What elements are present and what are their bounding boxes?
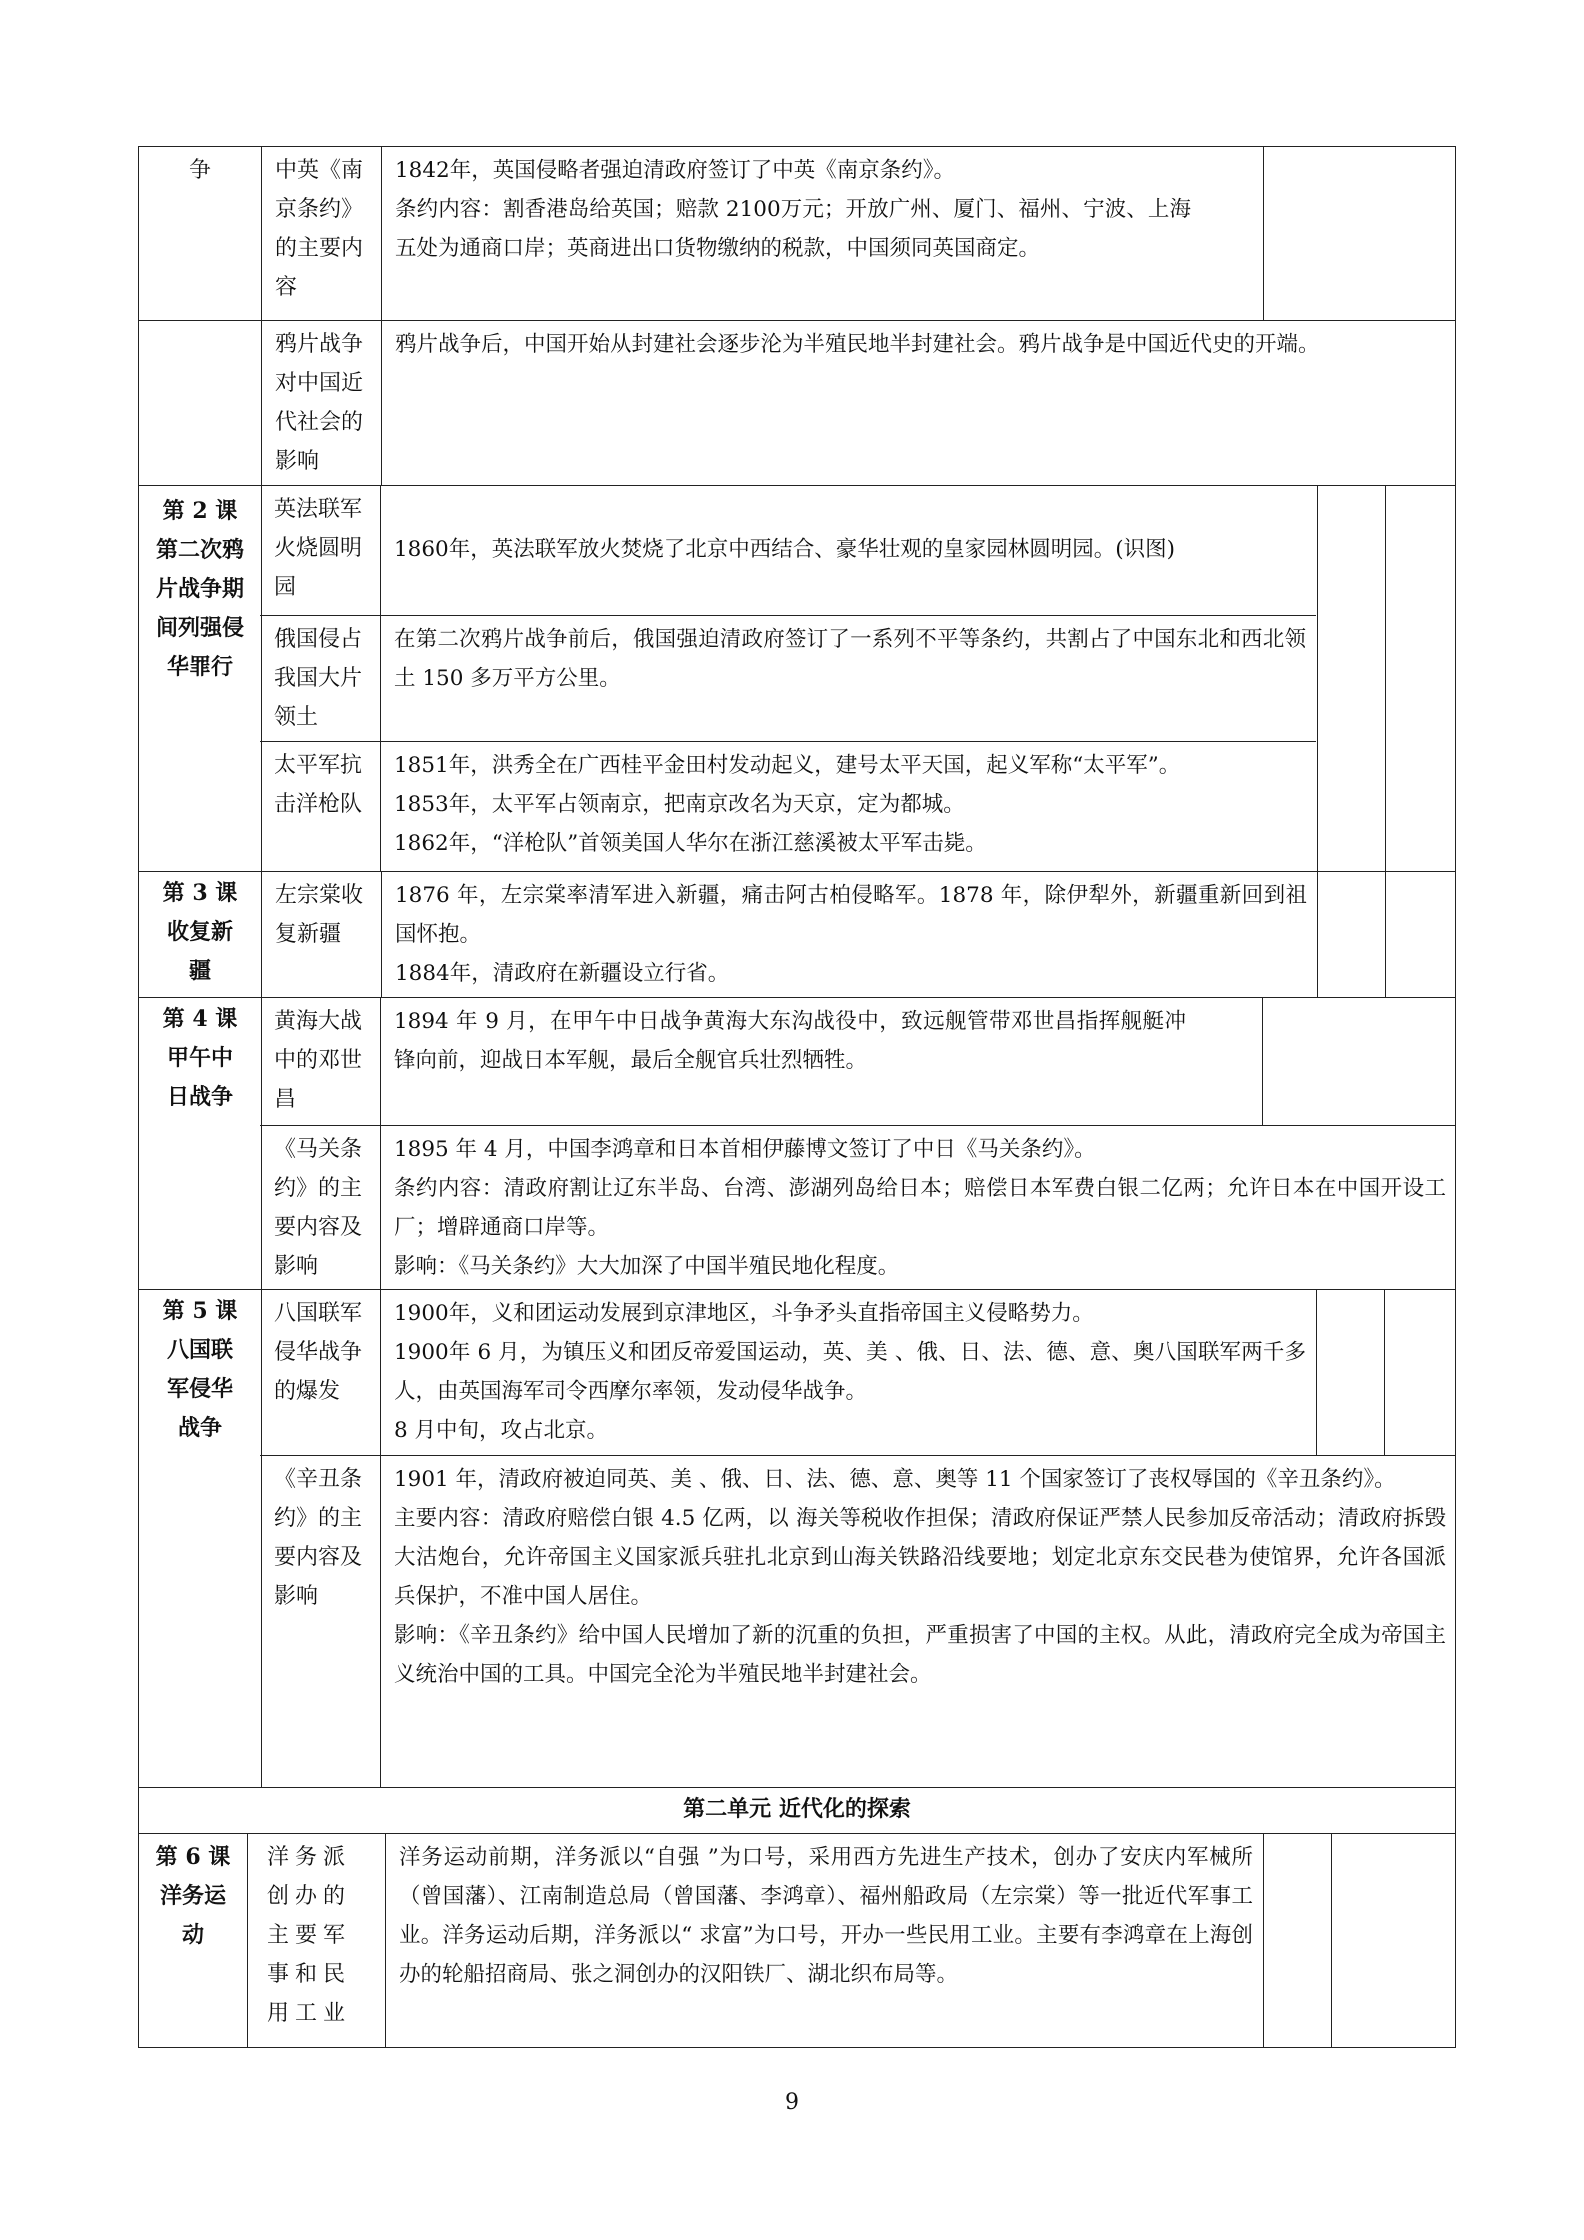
topic-cell [247,1834,385,2047]
content-line: 条约内容：割香港岛给英国；赔款 2100万元；开放广州、厦门、福州、宁波、上海五处为通商口岸；英商进出口货物缴纳的税款，中国须同英国商定。 [395,197,1191,261]
topic-label: 左宗棠收复新疆 [275,883,364,947]
content-line: 1862年，“洋枪队”首领美国人华尔在浙江慈溪被太平军击毙。 [394,831,987,856]
lesson-cell [139,1290,261,1787]
topic-cell [261,321,381,485]
content-line: 鸦片战争后，中国开始从封建社会逐步沦为半殖民地半封建社会。鸦片战争是中国近代史的开端。 [395,332,1320,357]
topic-cell [260,1126,380,1290]
table-row [138,1834,1456,2048]
table-subrow [260,998,1456,1126]
lesson-label: 第 5 课 八国联军侵华战争 [162,1298,238,1441]
lesson-cell [139,321,261,485]
topic-label: 中英《南京条约》的主要内容 [275,158,364,300]
topic-cell [260,1456,380,1788]
content-cell [380,486,1316,615]
content-line: 1860年，英法联军放火焚烧了北京中西结合、豪华壮观的皇家园林圆明园。(识图) [394,537,1175,562]
page-number: 9 [785,2090,799,2115]
content-line: 1900年，义和团运动发展到京津地区，斗争矛头直指帝国主义侵略势力。 [394,1301,1094,1326]
content-line: 1894 年 9 月，在甲午中日战争黄海大东沟战役中，致远舰管带邓世昌指挥舰艇冲锋向前，迎战日本军舰，最后全舰官兵壮烈牺牲。 [394,1009,1186,1073]
lesson-label: 第 2 课 第二次鸦片战争期间列强侵华罪行 [155,498,244,680]
content-cell [380,1290,1316,1455]
lesson-label: 第 3 课 收复新疆 [162,880,238,984]
content-cell [380,742,1316,872]
topic-cell [260,486,380,615]
topic-label: 俄国侵占我国大片领土 [274,627,363,730]
table-row [138,321,1456,486]
content-cell [381,872,1317,997]
lesson-label: 第 4 课 甲午中日战争 [162,1006,238,1110]
content-line: 1901 年，清政府被迫同英、美 、俄、日、法、德、意、奥等 11 个国家签订了丧权辱国的《辛丑条约》。 [394,1467,1396,1492]
lesson-cell [139,998,261,1289]
content-line: 1853年，太平军占领南京，把南京改名为天京，定为都城。 [394,792,965,817]
topic-cell [261,147,381,320]
content-line: 8 月中旬，攻占北京。 [394,1418,609,1443]
content-line: 主要内容：清政府赔偿白银 4.5 亿两，以 海关等税收作担保；清政府保证严禁人民参加反帝活动；清政府拆毁大沽炮台，允许帝国主义国家派兵驻扎北京到山海关铁路沿线要地；划定北京东交民巷为使馆界，允许各国派兵保护，不准中国人居住。 [394,1506,1446,1609]
content-line: 洋务运动前期，洋务派以“自强 ”为口号，采用西方先进生产技术，创办了安庆内军械所（曾国藩）、江南制造总局（曾国藩、李鸿章）、福州船政局（左宗棠）等一批近代军事工业。洋务运动后期，洋务派以“ 求富”为口号，开办一些民用工业。主要有李鸿章在上海创办的轮船招商局、张之洞创办的汉阳铁厂、湖北织布局等。 [399,1845,1253,1987]
content-cell [381,321,1457,485]
unit-title: 第二单元 近代化的探索 [683,1796,911,1822]
content-cell [381,147,1201,320]
table-subrow [260,1290,1456,1456]
content-cell [380,998,1196,1125]
content-line: 1851年，洪秀全在广西桂平金田村发动起义，建号太平天国，起义军称“太平军”。 [394,753,1181,778]
content-cell [380,1456,1456,1788]
content-cell [380,616,1316,741]
lesson-cell [139,486,261,871]
topic-label: 《辛丑条约》的主要内容及影响 [274,1467,363,1609]
content-line: 1842年，英国侵略者强迫清政府签订了中英《南京条约》。 [395,158,955,183]
table-subrow [260,742,1316,872]
topic-label: 太平军抗击洋枪队 [274,753,363,817]
content-line: 1884年，清政府在新疆设立行省。 [395,961,730,986]
topic-cell [260,742,380,872]
topic-label: 黄海大战中的邓世昌 [274,1009,363,1112]
unit-title-row [138,1788,1456,1834]
table-subrow [260,616,1316,742]
topic-label: 鸦片战争对中国近代社会的影响 [275,332,364,474]
topic-label: 洋务派创办的主要军事和民用工业 [267,1845,352,2026]
content-line: 条约内容：清政府割让辽东半岛、台湾、澎湖列岛给日本；赔偿日本军费白银二亿两；允许日本在中国开设工厂；增辟通商口岸等。 [394,1176,1446,1240]
topic-cell [260,616,380,741]
content-cell [380,1126,1456,1290]
lesson-cell [139,872,261,997]
content-line: 1900年 6 月，为镇压义和团反帝爱国运动，英、美 、俄、日、法、德、意、奥八国联军两千多人，由英国海军司令西摩尔率领，发动侵华战争。 [394,1340,1306,1404]
lesson-label: 第 6 课 洋务运动 [155,1844,231,1948]
lesson-label: 争 [188,158,211,183]
content-line: 影响：《马关条约》大大加深了中国半殖民地化程度。 [394,1254,900,1279]
topic-label: 《马关条约》的主要内容及影响 [274,1137,363,1279]
topic-cell [260,998,380,1125]
content-cell [385,1834,1263,2047]
table-subrow [260,1126,1456,1290]
content-line: 1895 年 4 月，中国李鸿章和日本首相伊藤博文签订了中日《马关条约》。 [394,1137,1096,1162]
content-line: 在第二次鸦片战争前后，俄国强迫清政府签订了一系列不平等条约，共割占了中国东北和西北领土 150 多万平方公里。 [394,627,1306,691]
table-subrow [260,486,1316,616]
topic-label: 八国联军侵华战争的爆发 [274,1301,363,1404]
topic-cell [261,872,381,997]
table-row [138,146,1456,321]
content-line: 1876 年，左宗棠率清军进入新疆，痛击阿古柏侵略军。1878 年，除伊犁外，新疆重新回到祖国怀抱。 [395,883,1307,947]
lesson-cell [139,1834,247,2047]
table-subrow [260,1456,1456,1788]
content-line: 影响：《辛丑条约》给中国人民增加了新的沉重的负担，严重损害了中国的主权。从此，清政府完全成为帝国主义统治中国的工具。中国完全沦为半殖民地半封建社会。 [394,1623,1446,1687]
lesson-cell [139,147,261,320]
table-row [138,872,1456,998]
topic-label: 英法联军火烧圆明园 [274,497,363,600]
topic-cell [260,1290,380,1455]
